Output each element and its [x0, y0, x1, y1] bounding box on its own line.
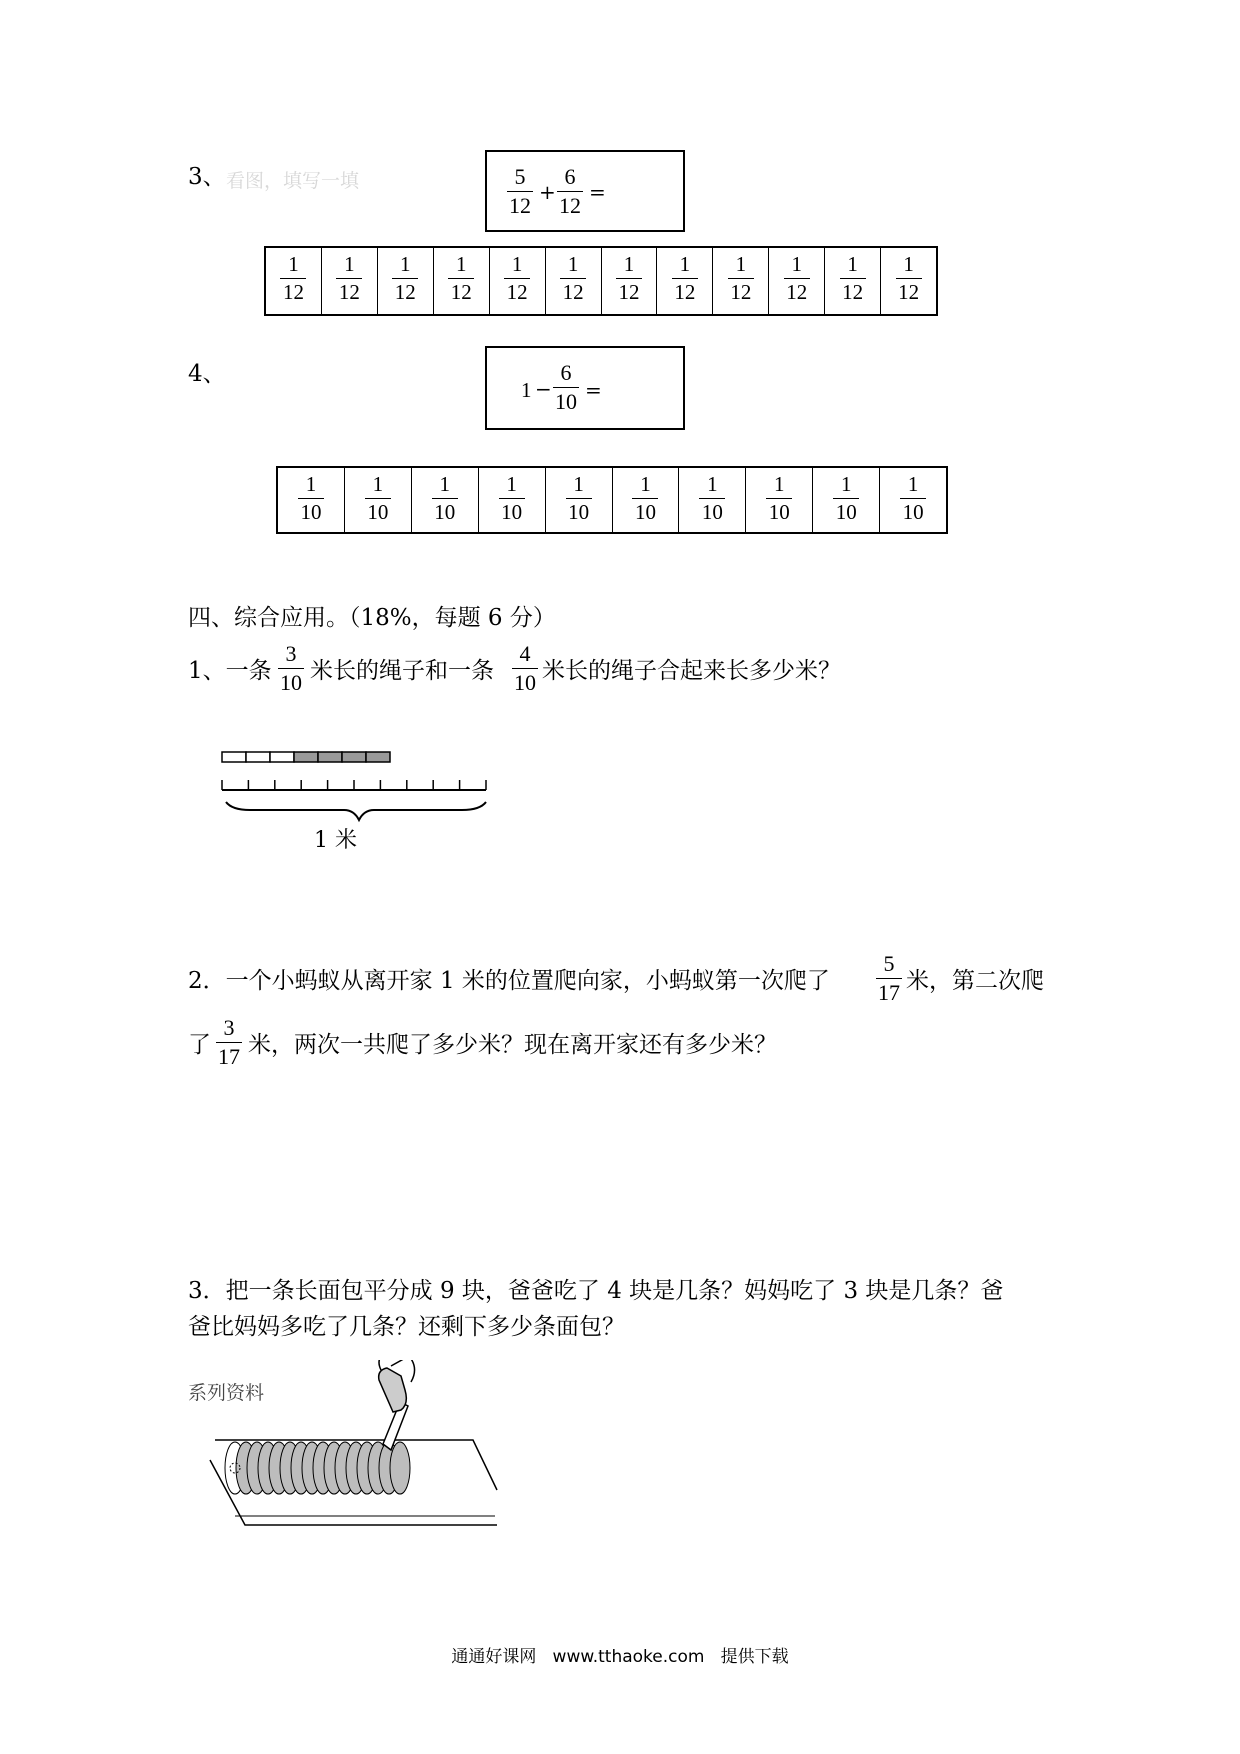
fraction-numerator: 1 [707, 472, 718, 496]
bread-cutting-illustration [205, 1360, 505, 1560]
rope-segment [366, 752, 390, 762]
unit-fraction [713, 254, 768, 303]
fraction-cell [266, 248, 322, 314]
rope-segment [318, 752, 342, 762]
q3-number: 3、 [188, 164, 226, 190]
p3-line2: 爸比妈妈多吃了几条？还剩下多少条面包？ [188, 1314, 625, 1340]
unit-fraction [490, 254, 545, 303]
fraction-cell [657, 248, 713, 314]
q4-whole: 1 [521, 378, 532, 402]
fraction-numerator: 1 [907, 472, 919, 496]
unit-fraction [412, 474, 478, 523]
q4-frac: 6 10 [555, 360, 577, 414]
section4-heading: 四、综合应用。（18%，每题 6 分） [188, 605, 556, 631]
unit-fraction [322, 254, 377, 303]
fraction-cell [880, 468, 946, 532]
q3-fraction-strip [264, 246, 938, 316]
fraction-cell [278, 468, 345, 532]
unit-fraction [278, 474, 344, 523]
fraction-numerator: 1 [640, 472, 651, 496]
fraction-numerator: 1 [774, 472, 785, 496]
fraction-denominator: 12 [562, 280, 584, 304]
fraction-denominator: 12 [282, 280, 304, 304]
fraction-numerator: 1 [791, 252, 802, 276]
rope-segment [342, 752, 366, 762]
fraction-numerator: 1 [506, 472, 517, 496]
fraction-denominator: 10 [768, 500, 790, 524]
p1-text-2: 米长的绳子和一条 [310, 658, 494, 684]
unit-fraction [880, 474, 946, 523]
q4-number: 4、 [188, 361, 226, 387]
fraction-cell [825, 248, 881, 314]
fraction-numerator: 1 [439, 472, 451, 496]
q4-equation-box [485, 346, 685, 430]
q3-plus: + [539, 180, 556, 204]
fraction-cell [713, 248, 769, 314]
watermark-text: 系列资料 [188, 1382, 265, 1404]
fraction-denominator: 12 [898, 280, 920, 304]
fraction-numerator: 1 [903, 252, 914, 276]
unit-fraction [345, 474, 411, 523]
fraction-denominator: 12 [338, 280, 360, 304]
fraction-denominator: 10 [568, 500, 590, 524]
fraction-cell [613, 468, 680, 532]
unit-fraction [881, 254, 936, 303]
p2-line2-a: 了 [188, 1032, 211, 1058]
ruler-brace [226, 802, 486, 820]
fraction-cell [345, 468, 412, 532]
unit-fraction [479, 474, 545, 523]
p2-line1-a: 2．一个小蚂蚁从离开家 1 米的位置爬向家，小蚂蚁第一次爬了 [188, 968, 830, 994]
fraction-denominator: 12 [842, 280, 864, 304]
unit-fraction [378, 254, 433, 303]
fraction-denominator: 12 [450, 280, 472, 304]
fraction-numerator: 1 [305, 472, 317, 496]
q3-frac-b: 6 12 [559, 164, 581, 218]
fraction-numerator: 1 [511, 252, 523, 276]
fraction-numerator: 1 [455, 252, 467, 276]
fraction-numerator: 1 [288, 252, 299, 276]
q4-fraction-strip [276, 466, 948, 534]
p1-text-1: 1、一条 [188, 658, 272, 684]
fraction-numerator: 1 [840, 472, 852, 496]
ruler-label: 1 米 [314, 828, 357, 853]
rope-segment [270, 752, 294, 762]
unit-fraction [825, 254, 880, 303]
p2-frac-2: 3 17 [218, 1015, 240, 1069]
rope-segment [294, 752, 318, 762]
fraction-denominator: 10 [300, 500, 322, 524]
unit-fraction [769, 254, 824, 303]
fraction-denominator: 12 [730, 280, 752, 304]
fraction-numerator: 1 [735, 252, 747, 276]
fraction-numerator: 1 [679, 252, 691, 276]
fraction-cell [546, 248, 602, 314]
fraction-cell [546, 468, 613, 532]
unit-fraction [546, 254, 601, 303]
p2-line1-b: 米，第二次爬 [906, 968, 1044, 994]
knife-handle-icon [379, 1368, 407, 1412]
fraction-numerator: 1 [567, 252, 579, 276]
fraction-denominator: 10 [501, 500, 523, 524]
fraction-numerator: 1 [400, 252, 411, 276]
fraction-numerator: 1 [344, 252, 355, 276]
meter-ruler [222, 780, 486, 790]
fraction-cell [769, 248, 825, 314]
unit-fraction [657, 254, 712, 303]
fraction-cell [322, 248, 378, 314]
fraction-cell [602, 248, 658, 314]
p3-line1: 3．把一条长面包平分成 9 块，爸爸吃了 4 块是几条？妈妈吃了 3 块是几条？爸 [188, 1278, 1004, 1304]
fraction-denominator: 10 [701, 500, 723, 524]
p1-frac-1: 3 10 [280, 641, 302, 695]
unit-fraction [602, 254, 657, 303]
fraction-numerator: 1 [573, 472, 584, 496]
rope-segments [222, 752, 390, 762]
p2-line2-b: 米，两次一共爬了多少米？现在离开家还有多少米？ [248, 1032, 777, 1058]
footer-text: 通通好课网 www.tthaoke.com 提供下载 [451, 1647, 789, 1667]
fraction-cell [434, 248, 490, 314]
q4-minus: − [535, 377, 552, 401]
fraction-cell [479, 468, 546, 532]
q3-equals: = [589, 180, 606, 204]
fraction-denominator: 10 [835, 500, 857, 524]
fraction-cell [378, 248, 434, 314]
unit-fraction [266, 254, 321, 303]
fraction-cell [490, 248, 546, 314]
p1-rope-diagram [220, 748, 500, 828]
unit-fraction [434, 254, 489, 303]
unit-fraction [546, 474, 612, 523]
q4-equals: = [585, 378, 602, 402]
fraction-cell [881, 248, 936, 314]
fraction-denominator: 10 [434, 500, 456, 524]
p1-text-3: 米长的绳子合起来长多少米？ [542, 658, 841, 684]
unit-fraction [679, 474, 745, 523]
fraction-cell [679, 468, 746, 532]
fraction-denominator: 12 [506, 280, 528, 304]
fraction-cell [412, 468, 479, 532]
rope-segment [222, 752, 246, 762]
q3-equation-box [485, 150, 685, 232]
unit-fraction [813, 474, 879, 523]
fraction-denominator: 12 [618, 280, 640, 304]
fraction-numerator: 1 [623, 252, 635, 276]
q3-faint-text: 看图，填写一填 [226, 170, 360, 192]
fraction-numerator: 1 [847, 252, 858, 276]
bread-loaf [225, 1442, 410, 1494]
q3-frac-a: 5 12 [509, 164, 531, 218]
rope-segment [246, 752, 270, 762]
fraction-denominator: 12 [674, 280, 696, 304]
fraction-denominator: 10 [367, 500, 389, 524]
fraction-denominator: 10 [634, 500, 656, 524]
fraction-denominator: 10 [902, 500, 924, 524]
p1-frac-2: 4 10 [514, 641, 536, 695]
fraction-cell [813, 468, 880, 532]
bread-slice [390, 1442, 410, 1494]
unit-fraction [746, 474, 812, 523]
fraction-denominator: 12 [786, 280, 808, 304]
fraction-cell [746, 468, 813, 532]
unit-fraction [613, 474, 679, 523]
fraction-numerator: 1 [372, 472, 384, 496]
fraction-denominator: 12 [394, 280, 416, 304]
p2-frac-1: 5 17 [878, 951, 900, 1005]
